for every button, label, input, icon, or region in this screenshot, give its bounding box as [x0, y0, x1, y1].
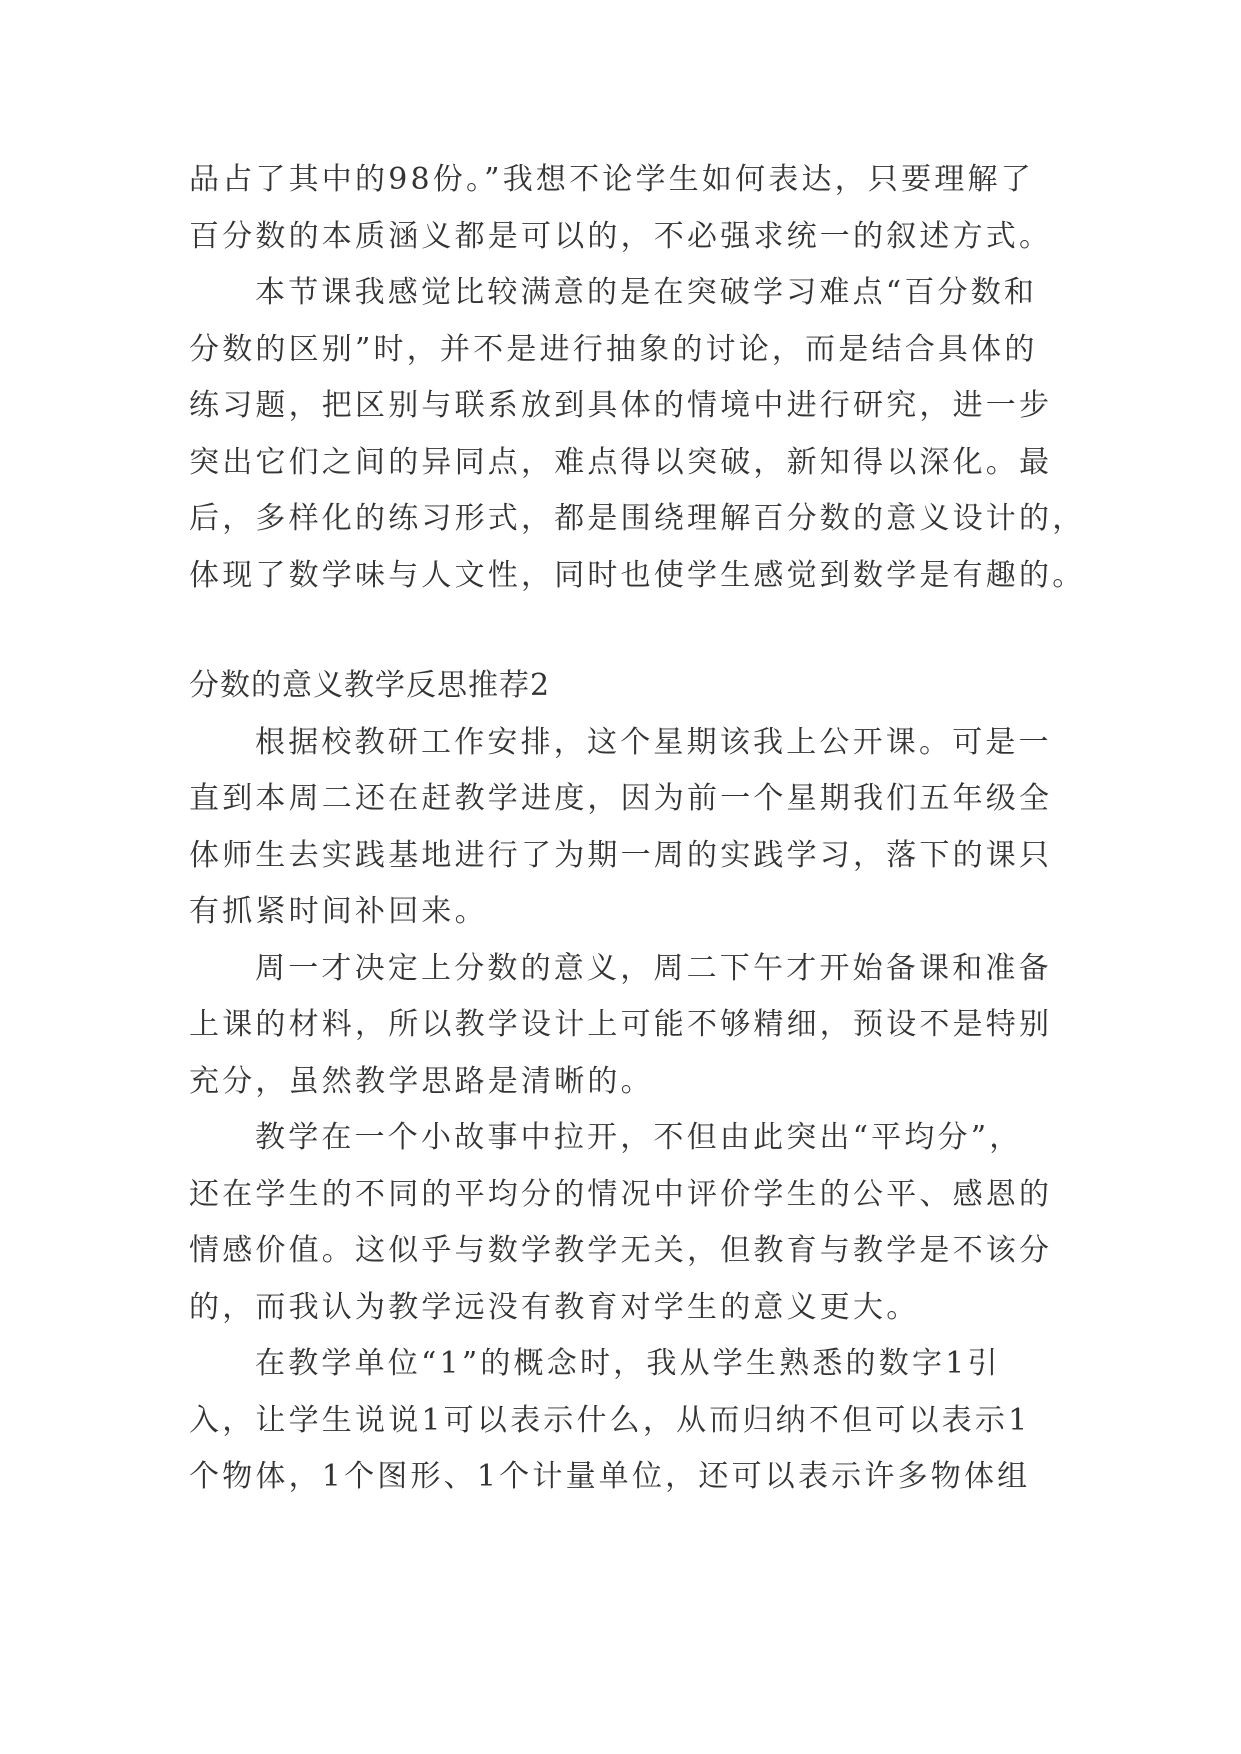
section-spacer	[189, 604, 1057, 658]
paragraph-line: 根据校教研工作安排，这个星期该我上公开课。可是一	[255, 724, 1052, 760]
section-heading: 分数的意义教学反思推荐2	[189, 668, 551, 703]
paragraph-line: 分数的区别”时，并不是进行抽象的讨论，而是结合具体的	[189, 331, 1038, 367]
paragraph-line: 本节课我感觉比较满意的是在突破学习难点“百分数和	[255, 275, 1038, 310]
paragraph-line: 练习题，把区别与联系放到具体的情境中进行研究，进一步	[189, 388, 1053, 423]
paragraph-line: 后，多样化的练习形式，都是围绕理解百分数的意义设计的，	[189, 501, 1086, 536]
paragraph-line: 的，而我认为教学远没有教育对学生的意义更大。	[189, 1289, 920, 1325]
document-body	[189, 152, 1086, 1506]
paragraph-line: 周一才决定上分数的意义，周二下午才开始备课和准备	[255, 950, 1052, 986]
paragraph-line: 突出它们之间的异同点，难点得以突破，新知得以深化。最	[189, 444, 1053, 480]
paragraph-line: 教学在一个小故事中拉开，不但由此突出“平均分”，	[255, 1120, 1023, 1155]
paragraph-line: 品占了其中的98份。”我想不论学生如何表达，只要理解了	[189, 162, 1034, 197]
paragraph-line: 体现了数学味与人文性，同时也使学生感觉到数学是有趣的。	[189, 557, 1086, 593]
paragraph-line: 直到本周二还在赶教学进度，因为前一个星期我们五年级全	[189, 781, 1053, 816]
paragraph-line: 上课的材料，所以教学设计上可能不够精细，预设不是特别	[189, 1007, 1053, 1042]
paragraph-line: 还在学生的不同的平均分的情况中评价学生的公平、感恩的	[189, 1176, 1053, 1212]
paragraph-line: 百分数的本质涵义都是可以的，不必强求统一的叙述方式。	[189, 218, 1053, 254]
paragraph-line: 充分，虽然教学思路是清晰的。	[189, 1063, 654, 1099]
paragraph-line: 体师生去实践基地进行了为期一周的实践学习，落下的课只	[189, 837, 1053, 873]
paragraph-line: 入，让学生说说1可以表示什么，从而归纳不但可以表示1	[189, 1402, 1031, 1438]
paragraph-line: 在教学单位“1”的概念时，我从学生熟悉的数字1引	[255, 1346, 1001, 1381]
paragraph-line: 有抓紧时间补回来。	[189, 894, 488, 929]
paragraph-line: 个物体，1个图形、1个计量单位，还可以表示许多物体组	[189, 1459, 1031, 1494]
paragraph-line: 情感价值。这似乎与数学教学无关，但教育与教学是不该分	[189, 1233, 1053, 1268]
